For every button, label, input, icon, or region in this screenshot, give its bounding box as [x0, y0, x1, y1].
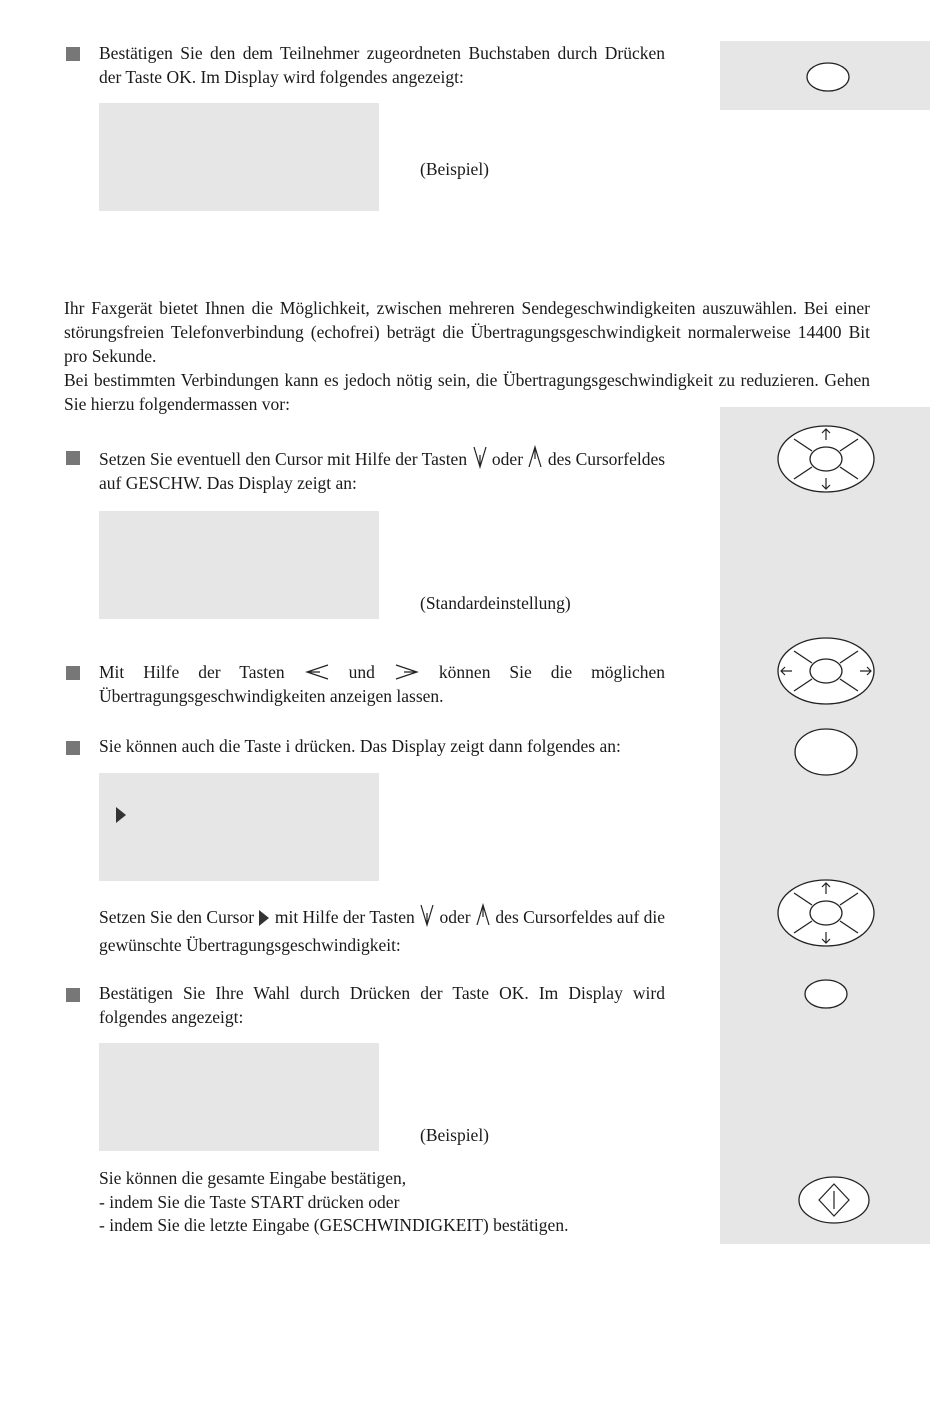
cursor-pad-up-down-icon-2 [776, 878, 876, 948]
intro-paragraph-2: Bei bestimmten Verbindungen kann es jedoch nötig sein, die Übertragungsgeschwindigkeit zu reduzieren. Gehen Sie hierzu folgendermassen vor: [64, 370, 870, 414]
step5-part3: oder [439, 907, 471, 927]
step5-part1: Setzen Sie den Cursor [99, 907, 255, 927]
final-line-3: - indem Sie die letzte Eingabe (GESCHWINDIGKEIT) bestätigen. [99, 1215, 569, 1235]
arrow-up-glyph-icon-2 [475, 903, 491, 927]
cursor-pad-up-down-icon [776, 424, 876, 494]
info-key-icon [793, 727, 859, 777]
arrow-left-glyph-icon [304, 662, 330, 682]
step5-part2: mit Hilfe der Tasten [274, 907, 415, 927]
display-box-1 [99, 103, 379, 211]
display-box-4 [99, 1043, 379, 1151]
cursor-pad-left-right-icon [776, 636, 876, 706]
final-line-2: - indem Sie die Taste START drücken oder [99, 1192, 400, 1212]
arrow-down-glyph-icon-2 [419, 903, 435, 927]
ok-key-icon-2 [803, 977, 849, 1011]
intro-paragraph-1: Ihr Faxgerät bietet Ihnen die Möglichkeit, zwischen mehreren Sendegeschwindigkeiten auszuwählen. Bei einer störungsfreien Telefonverbindung (echofrei) beträgt die Übertragungsgeschwindigkeit normalerweise 14400 Bit pro Sekunde. [64, 298, 870, 366]
caption-beispiel-2: (Beispiel) [420, 1125, 490, 1145]
display-cursor-marker-icon [115, 806, 127, 824]
step2-part3: des Cursorfeldes auf GESCHW. Das Display zeigt an: [99, 449, 666, 493]
display-box-2 [99, 511, 379, 619]
bullet-step1 [66, 47, 80, 61]
display-box-3 [99, 773, 379, 881]
step3-text [99, 660, 665, 708]
arrow-down-glyph-icon [472, 445, 488, 469]
bullet-step6 [66, 988, 80, 1002]
step5-text [99, 903, 665, 959]
step4-text: Sie können auch die Taste i drücken. Das Display zeigt dann folgendes an: [99, 736, 621, 756]
cursor-marker-glyph-icon [258, 909, 270, 927]
arrow-right-glyph-icon [394, 662, 420, 682]
caption-standardeinstellung: (Standardeinstellung) [420, 593, 571, 613]
step2-part1: Setzen Sie eventuell den Cursor mit Hilfe der Tasten [99, 449, 468, 469]
arrow-up-glyph-icon [527, 445, 543, 469]
step3-part2: und [348, 662, 375, 682]
caption-beispiel-1: (Beispiel) [420, 159, 490, 179]
start-key-icon [797, 1175, 871, 1225]
final-line-1: Sie können die gesamte Eingabe bestätigen, [99, 1168, 407, 1188]
bullet-step4 [66, 741, 80, 755]
step5-part4: des Cursorfeldes auf die gewünschte Übertragungsgeschwindigkeit: [99, 907, 666, 955]
step1-text: Bestätigen Sie den dem Teilnehmer zugeordneten Buchstaben durch Drücken der Taste OK. Im Display wird folgendes angezeigt: [99, 43, 665, 87]
step2-part2: oder [491, 449, 524, 469]
bullet-step2 [66, 451, 80, 465]
ok-key-icon [805, 60, 851, 94]
step2-text [99, 445, 665, 495]
bullet-step3 [66, 666, 80, 680]
step3-part3: können Sie die möglichen Übertragungsgeschwindigkeiten anzeigen lassen. [99, 662, 666, 706]
side-panel-main [720, 407, 930, 1244]
step6-text: Bestätigen Sie Ihre Wahl durch Drücken der Taste OK. Im Display wird folgendes angezeigt: [99, 983, 665, 1027]
step3-part1: Mit Hilfe der Tasten [99, 662, 285, 682]
